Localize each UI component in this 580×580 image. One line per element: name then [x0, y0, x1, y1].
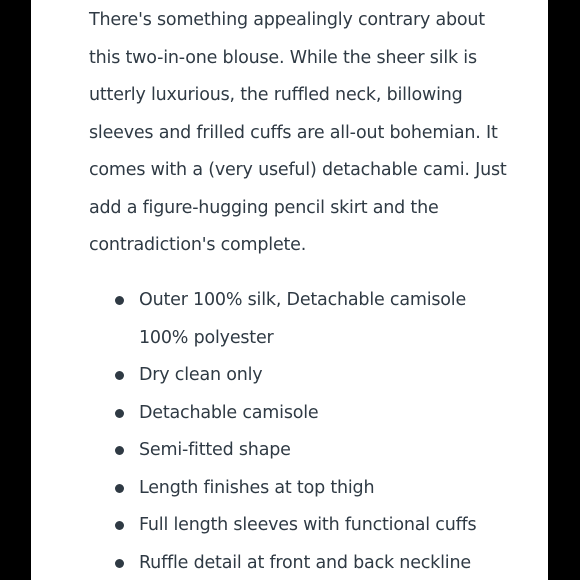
bullet-icon [115, 371, 124, 380]
feature-item [115, 282, 535, 357]
feature-text [139, 395, 535, 433]
bullet-icon [115, 409, 124, 418]
feature-item [115, 432, 535, 470]
description-line: There's something appealingly contrary about [89, 10, 485, 30]
product-description [89, 2, 529, 265]
description-line: add a figure-hugging pencil skirt and the [89, 197, 439, 218]
feature-text [139, 357, 535, 395]
feature-line: Full length sleeves with functional cuffs [139, 515, 477, 535]
feature-item [115, 470, 535, 508]
bullet-icon [115, 446, 124, 455]
bullet-icon [115, 484, 124, 493]
bullet-icon [115, 521, 124, 530]
feature-line: Ruffle detail at front and back neckline [139, 552, 471, 573]
product-details-panel [31, 0, 548, 580]
feature-item [115, 357, 535, 395]
description-line: this two-in-one blouse. While the sheer silk is [89, 47, 477, 68]
feature-line: 100% polyester [139, 327, 274, 348]
feature-text [139, 432, 535, 470]
feature-item [115, 507, 535, 545]
feature-item [115, 545, 535, 580]
feature-text [139, 470, 535, 508]
feature-text [139, 507, 535, 545]
description-line: contradiction's complete. [89, 235, 307, 255]
feature-line: Length finishes at top thigh [139, 477, 375, 498]
feature-text [139, 545, 535, 580]
description-line: utterly luxurious, the ruffled neck, billowing [89, 85, 463, 105]
description-line: sleeves and frilled cuffs are all-out bohemian. It [89, 122, 498, 143]
feature-line: Outer 100% silk, Detachable camisole [139, 290, 467, 310]
bullet-icon [115, 296, 124, 305]
feature-item [115, 395, 535, 433]
description-line: comes with a (very useful) detachable cami. Just [89, 160, 507, 180]
feature-line: Dry clean only [139, 365, 263, 385]
feature-text [139, 282, 535, 357]
feature-line: Semi-fitted shape [139, 440, 291, 460]
product-features-list [115, 282, 535, 580]
feature-line: Detachable camisole [139, 402, 319, 423]
bullet-icon [115, 559, 124, 568]
